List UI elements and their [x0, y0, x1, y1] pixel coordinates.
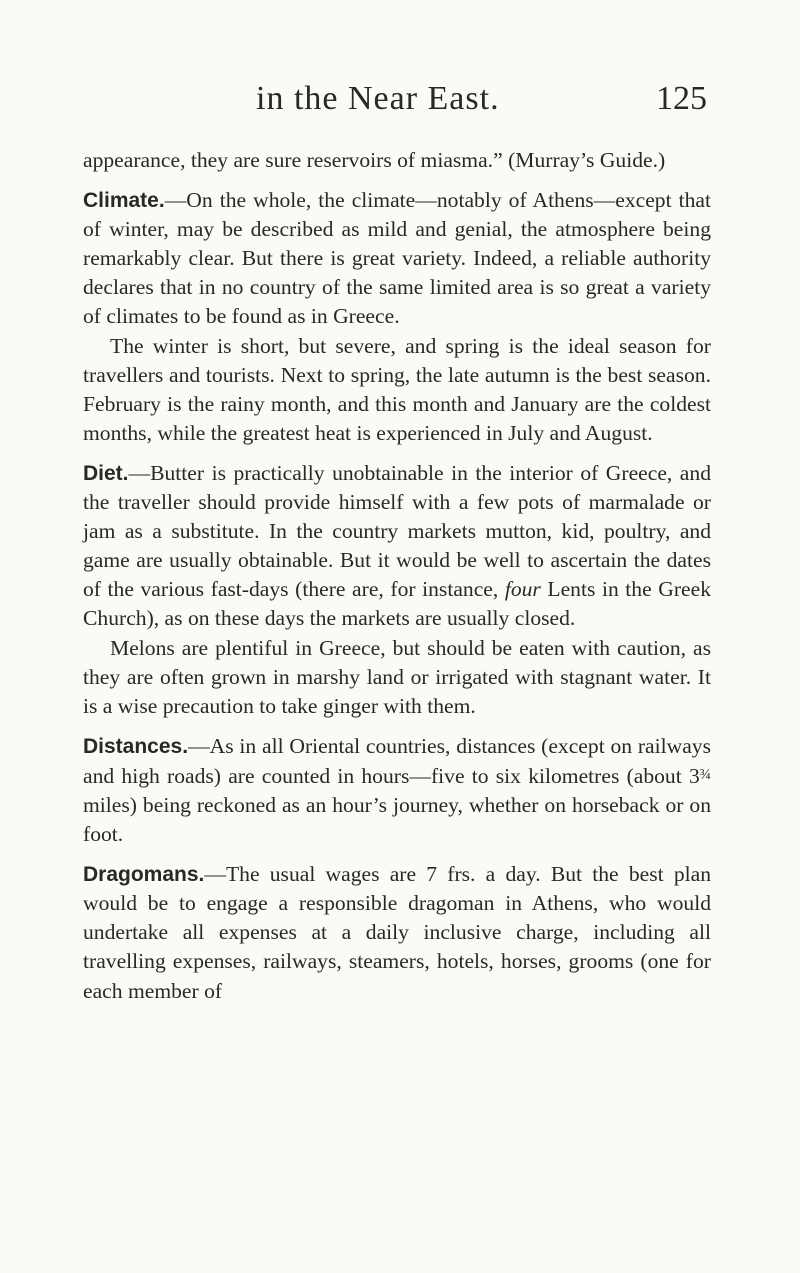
running-head [0, 80, 800, 130]
paragraph-text: The winter is short, but severe, and spring is the ideal season for travellers and tourists. Next to spring, the late autumn is the best season. February is the rainy month, and this month and January are the coldest months, while the greatest heat is experienced in July and August. [83, 333, 711, 445]
paragraph-text: Lents in the Greek Church), as on these days the markets are usually closed. [83, 577, 712, 631]
paragraph-dragomans [83, 860, 711, 1005]
paragraph-miasma [83, 146, 711, 175]
paragraph-text: —The usual wages are 7 frs. a day. But the best plan would be to engage a responsible dragoman in Athens, who would undertake all expenses at a daily inclusive charge, including all travelling expenses, railways, steamers, hotels, horses, grooms (one for each member of [83, 862, 711, 1003]
paragraph-text: appearance, they are sure reservoirs of miasma.” (Murray’s Guide.) [83, 148, 666, 172]
section-heading-diet: Diet. [83, 461, 129, 485]
section-heading-dragomans: Dragomans. [83, 863, 205, 887]
paragraph-text: —As in all Oriental countries, distances (except on railways and high roads) are counted in hours—five to six kilometres (about 3 [83, 733, 711, 788]
page-number: 125 [656, 80, 707, 117]
running-title: in the Near East. [256, 80, 500, 117]
fraction: ¾ [699, 766, 711, 783]
paragraph-seasons [83, 332, 711, 448]
section-heading-climate: Climate. [83, 189, 165, 213]
paragraph-text: Melons are plentiful in Greece, but should be eaten with caution, as they are often grown in marshy land or irrigated with stagnant water. It is a wise precaution to take ginger with them. [83, 635, 711, 718]
paragraph-melons [83, 634, 711, 721]
paragraph-diet [83, 459, 711, 634]
body-text [83, 146, 711, 1006]
paragraph-text: miles) being reckoned as an hour’s journey, whether on horseback or on foot. [83, 792, 711, 847]
paragraph-distances [83, 732, 711, 849]
italic-word: four [504, 577, 541, 602]
section-heading-distances: Distances. [83, 734, 189, 758]
paragraph-text: —Butter is practically unobtainable in the interior of Greece, and the traveller should provide himself with a few pots of marmalade or jam as a substitute. In the country markets mutton, kid, poultry, and game are usually obtainable. But it would be well to ascertain the dates of the various fast-days (there are, for instance, [83, 460, 711, 602]
paragraph-text: —On the whole, the climate—notably of Athens—except that of winter, may be described as mild and genial, the atmosphere being remarkably clear. But there is great variety. Indeed, a reliable authority declares that in no country of the same limited area is so great a variety of climates to be found as in Greece. [83, 188, 711, 329]
paragraph-climate [83, 186, 711, 331]
